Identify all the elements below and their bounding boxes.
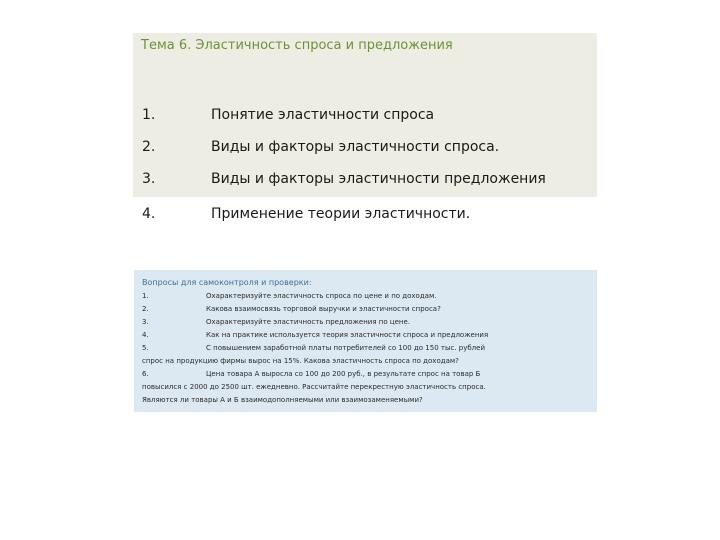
- question-text: Охарактеризуйте эластичность предложения по цене.: [206, 318, 411, 326]
- question-continuation: спрос на продукцию фирмы вырос на 15%. Какова эластичность спроса по доходам?: [142, 357, 459, 365]
- topic-item: [133, 206, 597, 226]
- question-number: 1.: [142, 292, 149, 300]
- question-number: 4.: [142, 331, 149, 339]
- topic-item: [133, 107, 597, 127]
- topic-panel: [133, 33, 597, 222]
- topic-item-text: Применение теории эластичности.: [211, 206, 471, 222]
- topic-item-number: 2.: [142, 139, 156, 155]
- questions-panel: [134, 270, 597, 412]
- questions-title: Вопросы для самоконтроля и проверки:: [142, 278, 312, 287]
- question-number: 3.: [142, 318, 149, 326]
- question-number: 6.: [142, 370, 149, 378]
- question-text: Как на практике используется теория эластичности спроса и предложения: [206, 331, 489, 339]
- question-text: С повышением заработной платы потребителей со 100 до 150 тыс. рублей: [206, 344, 486, 352]
- topic-item-number: 4.: [142, 206, 156, 222]
- topic-item: [133, 139, 597, 159]
- question-continuation: повысился с 2000 до 2500 шт. ежедневно. Рассчитайте перекрестную эластичность спроса.: [142, 383, 486, 391]
- topic-item: [133, 171, 597, 191]
- topic-item-text: Виды и факторы эластичности спроса.: [211, 139, 500, 155]
- topic-item-number: 3.: [142, 171, 156, 187]
- question-number: 5.: [142, 344, 149, 352]
- topic-item-text: Понятие эластичности спроса: [211, 107, 435, 123]
- topic-item-number: 1.: [142, 107, 156, 123]
- topic-item-text: Виды и факторы эластичности предложения: [211, 171, 546, 187]
- question-number: 2.: [142, 305, 149, 313]
- question-text: Охарактеризуйте эластичность спроса по цене и по доходам.: [206, 292, 437, 300]
- question-text: Какова взаимосвязь торговой выручки и эластичности спроса?: [206, 305, 441, 313]
- question-continuation: Являются ли товары А и Б взаимодополняемыми или взаимозаменяемыми?: [142, 396, 423, 404]
- question-text: Цена товара А выросла со 100 до 200 руб., в результате спрос на товар Б: [206, 370, 481, 378]
- topic-title: Тема 6. Эластичность спроса и предложения: [141, 38, 453, 53]
